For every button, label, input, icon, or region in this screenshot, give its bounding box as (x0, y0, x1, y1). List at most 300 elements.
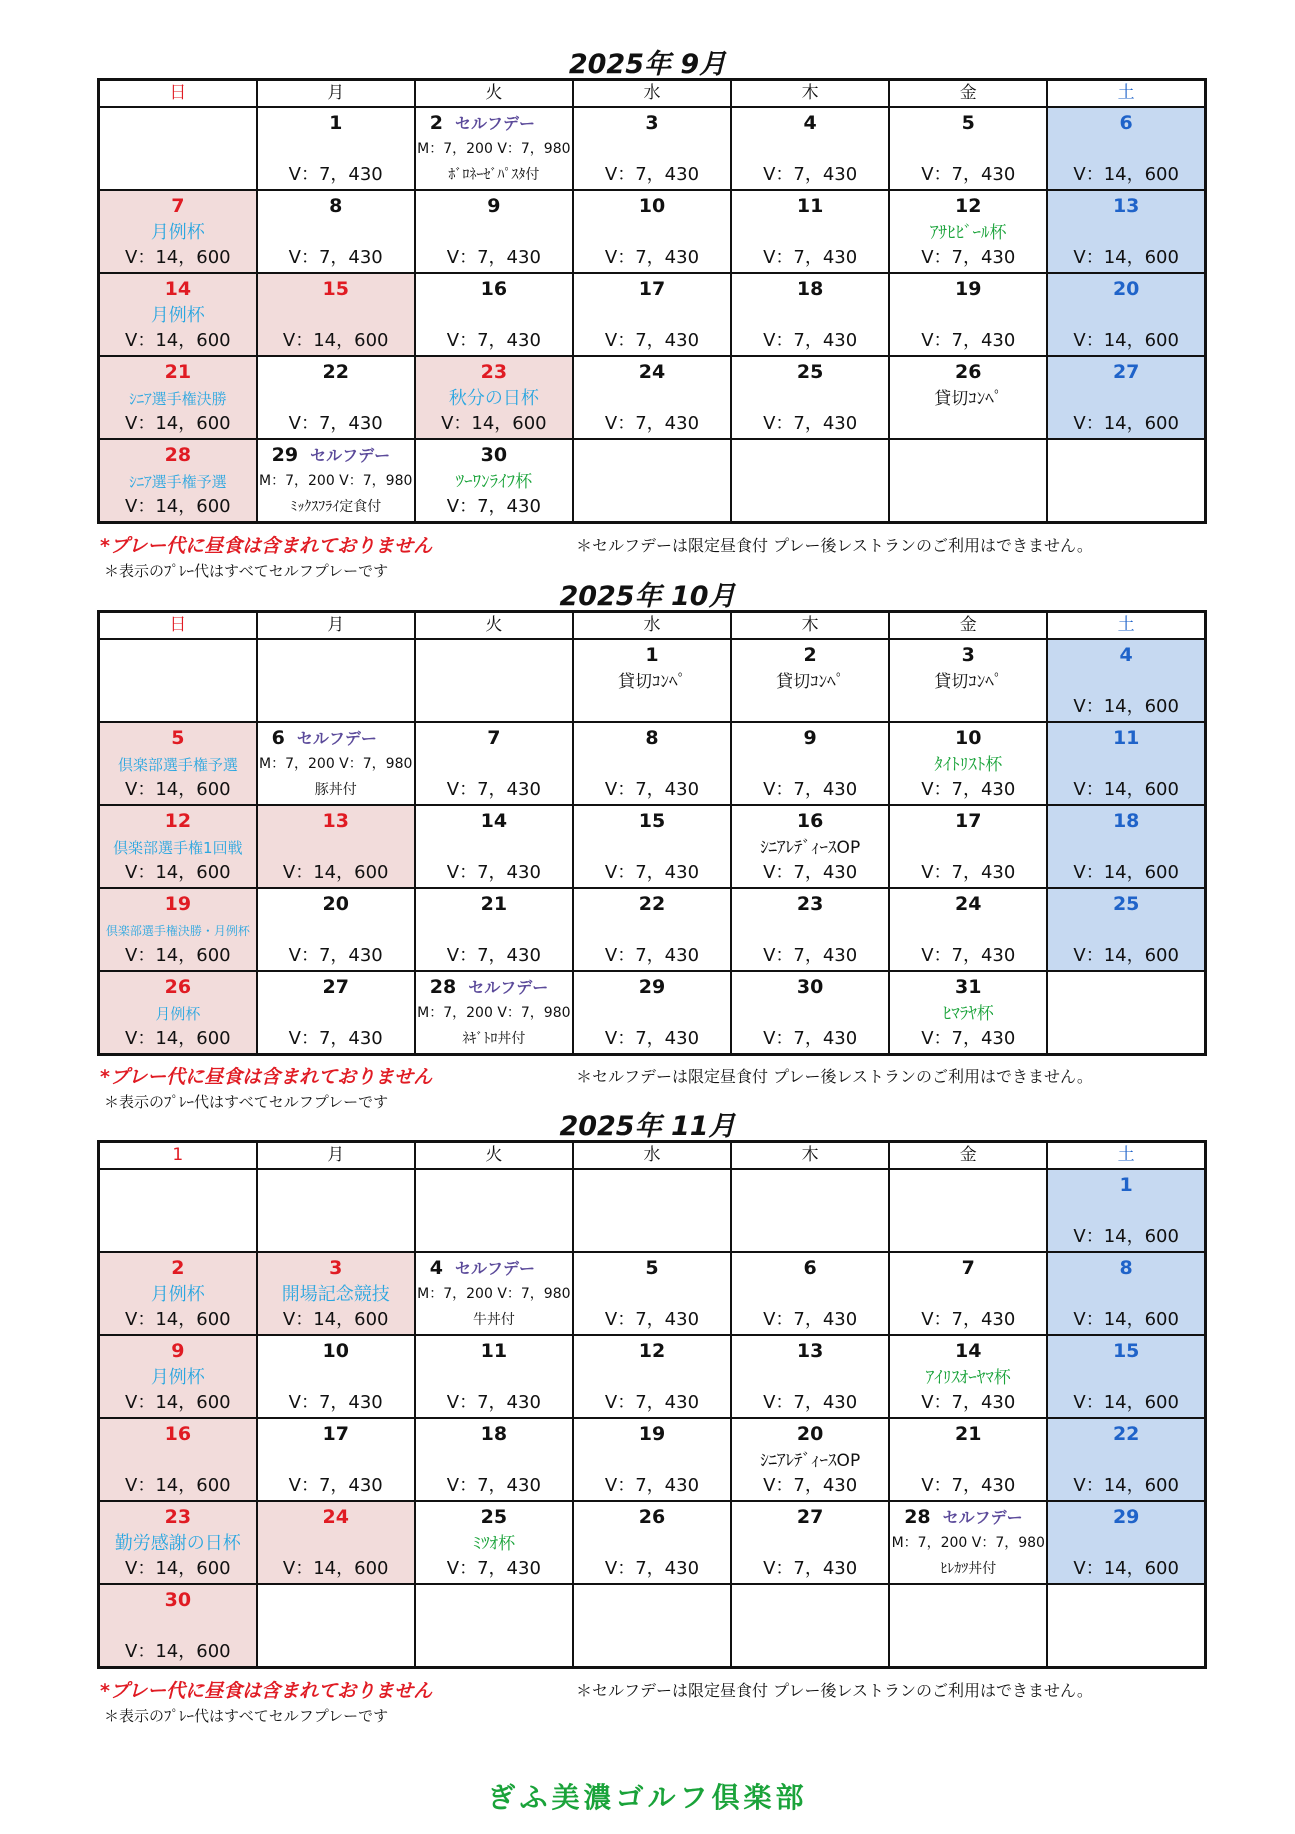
day-cell (889, 1252, 1047, 1335)
day-number (100, 892, 256, 916)
day-number (574, 809, 730, 833)
day-number (1048, 111, 1204, 135)
day-number (890, 360, 1046, 384)
day-number-text: 17 (322, 1423, 349, 1445)
play-price: V：7，430 (288, 1392, 383, 1413)
day-number (574, 277, 730, 301)
weekday-header-row (99, 1142, 1206, 1170)
day-number-text: 9 (487, 195, 501, 217)
day-cell (1047, 888, 1205, 971)
play-price: V：14，600 (441, 413, 547, 434)
day-number (1048, 809, 1204, 833)
day-number (1048, 892, 1204, 916)
play-price: V：7，430 (446, 247, 541, 268)
day-cell (99, 273, 257, 356)
week-row (99, 1418, 1206, 1501)
day-number-text: 19 (164, 893, 192, 915)
play-price: V：7，430 (921, 945, 1016, 966)
day-number-text: 18 (1112, 810, 1140, 832)
play-price: V：7，430 (604, 945, 700, 966)
day-number (258, 1256, 414, 1280)
day-number-text: 25 (480, 1506, 508, 1528)
day-number-text: 28 (904, 1506, 931, 1528)
day-number (100, 726, 256, 750)
event-name: 貸切ｺﾝﾍﾟ (934, 389, 1003, 409)
play-price: V：7，430 (446, 330, 541, 351)
week-row (99, 439, 1206, 523)
day-cell (889, 1335, 1047, 1418)
selfday-label: セルフデー (942, 1508, 1023, 1527)
day-cell (731, 273, 889, 356)
day-number (258, 975, 414, 999)
day-cell (1047, 971, 1205, 1055)
day-cell (257, 107, 415, 190)
selfday-lunch: ﾎﾞﾛﾈｰｾﾞﾊﾟｽﾀ付 (448, 167, 540, 183)
day-number (890, 643, 1046, 667)
play-price: V：7，430 (763, 1392, 858, 1413)
day-number (416, 726, 572, 750)
day-number-text: 30 (796, 976, 824, 998)
day-number-text: 3 (329, 1257, 343, 1279)
day-number-text: 26 (955, 361, 982, 383)
day-number (732, 1422, 888, 1446)
event-name: 秋分の日杯 (448, 388, 539, 409)
day-number (890, 1505, 1046, 1530)
day-cell (99, 1252, 257, 1335)
selfday-prices: M：7，200 V：7，980 (417, 1005, 571, 1021)
play-price: V：7，430 (446, 1558, 541, 1579)
day-cell (889, 1501, 1047, 1584)
day-number-text: 14 (480, 810, 508, 832)
day-cell (99, 439, 257, 523)
day-cell (99, 1169, 257, 1252)
day-cell (415, 273, 573, 356)
selfday-label: セルフデー (310, 446, 391, 465)
day-number (258, 892, 414, 916)
event-name: ﾂｰﾜﾝﾗｲﾌ杯 (455, 472, 533, 492)
play-price: V：7，430 (604, 1309, 700, 1330)
play-price: V：7，430 (763, 164, 858, 185)
play-price: V：7，430 (446, 1392, 541, 1413)
week-row (99, 639, 1206, 722)
day-cell (415, 1501, 573, 1584)
day-cell (573, 888, 731, 971)
day-cell (889, 273, 1047, 356)
play-price: V：14，600 (125, 862, 231, 883)
weekday-header: 月 (257, 1142, 415, 1170)
day-number-text: 31 (955, 976, 982, 998)
day-number (1048, 1505, 1204, 1529)
play-price: V：14，600 (125, 945, 231, 966)
day-cell (99, 1418, 257, 1501)
day-number-text: 23 (796, 893, 824, 915)
day-number (100, 443, 256, 467)
weekday-header: 月 (257, 612, 415, 640)
weekday-header: 金 (889, 1142, 1047, 1170)
week-row (99, 1252, 1206, 1335)
event-name: 勤労感謝の日杯 (114, 1533, 241, 1554)
week-row (99, 1169, 1206, 1252)
day-cell (257, 971, 415, 1055)
day-cell (889, 1584, 1047, 1668)
day-number-text: 8 (1119, 1257, 1133, 1279)
day-number (1048, 277, 1204, 301)
day-number (574, 1505, 730, 1529)
day-cell (257, 639, 415, 722)
day-number (416, 111, 572, 136)
play-price: V：7，430 (763, 779, 858, 800)
event-name: ｼﾆｱﾚﾃﾞｨｰｽOP (760, 838, 861, 858)
day-number (100, 975, 256, 999)
day-number-text: 26 (164, 976, 192, 998)
selfday-label: セルフデー (455, 114, 536, 133)
day-number-text: 7 (487, 727, 501, 749)
day-cell (415, 971, 573, 1055)
day-cell (731, 805, 889, 888)
day-number-text: 14 (955, 1340, 982, 1362)
day-cell (1047, 1335, 1205, 1418)
day-number (732, 1505, 888, 1529)
event-name: 倶楽部選手権1回戦 (113, 839, 243, 857)
play-price: V：7，430 (446, 1475, 541, 1496)
day-number-text: 14 (164, 278, 192, 300)
day-number (1048, 643, 1204, 667)
day-number (258, 277, 414, 301)
weekday-header: 土 (1047, 612, 1205, 640)
day-number-text: 24 (638, 361, 666, 383)
event-name: 月例杯 (150, 222, 205, 243)
play-price: V：7，430 (921, 1475, 1016, 1496)
day-cell (731, 1169, 889, 1252)
week-row (99, 888, 1206, 971)
day-number-text: 5 (645, 1257, 659, 1279)
day-cell (573, 805, 731, 888)
day-number (416, 194, 572, 218)
day-cell (573, 190, 731, 273)
day-cell (257, 1584, 415, 1668)
week-row (99, 1584, 1206, 1668)
day-number (732, 277, 888, 301)
day-cell (731, 356, 889, 439)
selfday-lunch: 牛丼付 (472, 1312, 515, 1328)
play-price: V：7，430 (604, 164, 700, 185)
calendar-table (97, 610, 1207, 1056)
day-number-text: 30 (164, 1589, 192, 1611)
play-price: V：7，430 (921, 247, 1016, 268)
day-cell (415, 190, 573, 273)
play-price: V：7，430 (921, 779, 1016, 800)
day-number-text: 24 (322, 1506, 349, 1528)
day-number (1048, 194, 1204, 218)
day-number (258, 809, 414, 833)
day-number-text: 17 (638, 278, 666, 300)
day-number-text: 25 (796, 361, 824, 383)
event-name: ﾐﾂｵ杯 (472, 1534, 516, 1554)
day-number (890, 277, 1046, 301)
selfday-note: ＊セルフデーは限定昼食付 プレー後レストランのご利用はできません。 (576, 536, 1093, 555)
day-number-text: 11 (1112, 727, 1140, 749)
day-number (890, 1339, 1046, 1363)
weekday-header: 水 (573, 612, 731, 640)
day-number (574, 360, 730, 384)
day-number-text: 19 (638, 1423, 666, 1445)
event-name: ｼﾆｱ選手権予選 (129, 473, 227, 491)
day-cell (415, 805, 573, 888)
day-cell (257, 1335, 415, 1418)
event-name: ｱｻﾋﾋﾞｰﾙ杯 (930, 223, 1007, 243)
day-number-text: 3 (645, 112, 659, 134)
day-number (574, 726, 730, 750)
day-number (732, 892, 888, 916)
day-number-text: 8 (645, 727, 659, 749)
day-number-text: 30 (480, 444, 508, 466)
calendar-table (97, 1140, 1207, 1669)
day-cell (99, 639, 257, 722)
day-number-text: 6 (1119, 112, 1133, 134)
play-price: V：7，430 (763, 1558, 858, 1579)
weekday-header-row (99, 612, 1206, 640)
day-number (100, 194, 256, 218)
selfday-label: セルフデー (468, 978, 549, 997)
play-price: V：7，430 (604, 413, 700, 434)
event-name: 月例杯 (155, 1005, 201, 1023)
play-price: V：14，600 (282, 1309, 389, 1330)
day-cell (573, 1501, 731, 1584)
day-cell (889, 888, 1047, 971)
day-number-text: 13 (1112, 195, 1140, 217)
day-number-text: 16 (480, 278, 508, 300)
event-name: 倶楽部選手権決勝・月例杯 (105, 924, 250, 938)
weekday-header: 金 (889, 612, 1047, 640)
day-number-text: 28 (164, 444, 192, 466)
selfday-prices: M：7，200 V：7，980 (891, 1535, 1045, 1551)
day-number-text: 8 (329, 195, 343, 217)
week-row (99, 805, 1206, 888)
day-number-text: 21 (955, 1423, 982, 1445)
day-cell (889, 805, 1047, 888)
play-price: V：14，600 (1073, 330, 1179, 351)
day-number-text: 2 (171, 1257, 185, 1279)
play-price: V：7，430 (763, 1028, 858, 1049)
day-cell (99, 107, 257, 190)
week-row (99, 273, 1206, 356)
play-price: V：7，430 (921, 1309, 1016, 1330)
day-number (890, 975, 1046, 999)
play-price: V：7，430 (921, 164, 1016, 185)
day-number (416, 277, 572, 301)
day-number (416, 1256, 572, 1281)
day-number-text: 10 (322, 1340, 349, 1362)
play-price: V：14，600 (1073, 1309, 1179, 1330)
play-price: V：7，430 (288, 413, 383, 434)
event-name: ﾀｲﾄﾘｽﾄ杯 (934, 755, 1003, 775)
day-cell (415, 722, 573, 805)
day-cell (257, 1169, 415, 1252)
play-price: V：7，430 (288, 164, 383, 185)
day-cell (415, 639, 573, 722)
day-number (100, 1422, 256, 1446)
day-number (416, 443, 572, 467)
event-name: 貸切ｺﾝﾍﾟ (617, 672, 686, 692)
play-price: V：7，430 (604, 1558, 700, 1579)
day-cell (257, 805, 415, 888)
day-number-text: 4 (1119, 644, 1133, 666)
day-cell (573, 1252, 731, 1335)
play-price: V：7，430 (446, 862, 541, 883)
day-cell (573, 1584, 731, 1668)
weekday-header: 木 (731, 1142, 889, 1170)
day-cell (415, 439, 573, 523)
month-title: 2025年 9月 (568, 49, 727, 80)
day-number-text: 26 (638, 1506, 666, 1528)
day-number (890, 1422, 1046, 1446)
weekday-header: 1 (99, 1142, 257, 1170)
day-number (416, 1339, 572, 1363)
play-price: V：14，600 (1073, 696, 1179, 717)
event-name: ｼﾆｱ選手権決勝 (129, 390, 227, 408)
play-price: V：14，600 (282, 862, 389, 883)
day-cell (1047, 1418, 1205, 1501)
day-number-text: 27 (1112, 361, 1140, 383)
selfday-note: ＊セルフデーは限定昼食付 プレー後レストランのご利用はできません。 (576, 1681, 1093, 1700)
day-number (574, 1256, 730, 1280)
play-price: V：14，600 (125, 1392, 231, 1413)
day-cell (1047, 722, 1205, 805)
play-price: V：7，430 (921, 1392, 1016, 1413)
day-number-text: 4 (803, 112, 817, 134)
week-row (99, 971, 1206, 1055)
play-price: V：7，430 (763, 1475, 858, 1496)
day-number-text: 20 (322, 893, 349, 915)
day-cell (1047, 190, 1205, 273)
day-number-text: 24 (955, 893, 982, 915)
day-number-text: 12 (164, 810, 192, 832)
day-cell (731, 888, 889, 971)
day-number (258, 111, 414, 135)
day-number-text: 27 (796, 1506, 824, 1528)
weekday-header: 日 (99, 80, 257, 108)
day-number (890, 194, 1046, 218)
play-price: V：14，600 (1073, 1475, 1179, 1496)
selfday-label: セルフデー (296, 729, 377, 748)
day-number (100, 1505, 256, 1529)
day-cell (99, 722, 257, 805)
selfday-lunch: ﾋﾚｶﾂ丼付 (940, 1561, 997, 1577)
play-price: V：7，430 (763, 862, 858, 883)
play-price: V：7，430 (446, 496, 541, 517)
day-number (732, 1339, 888, 1363)
day-cell (415, 1335, 573, 1418)
day-number-text: 23 (480, 361, 508, 383)
day-cell (889, 107, 1047, 190)
day-cell (99, 1335, 257, 1418)
day-number-text: 9 (803, 727, 817, 749)
play-price: V：14，600 (125, 779, 231, 800)
day-number (258, 1505, 414, 1529)
day-number (100, 1588, 256, 1612)
day-number (258, 194, 414, 218)
event-name: ｼﾆｱﾚﾃﾞｨｰｽOP (760, 1451, 861, 1471)
day-number (1048, 1256, 1204, 1280)
self-play-note: ＊表示のﾌﾟﾚｰ代はすべてセルフプレーです (104, 1093, 389, 1111)
day-cell (1047, 1501, 1205, 1584)
play-price: V：7，430 (921, 1028, 1016, 1049)
weekday-header: 水 (573, 80, 731, 108)
day-number-text: 21 (164, 361, 192, 383)
day-cell (257, 190, 415, 273)
day-cell (889, 971, 1047, 1055)
play-price: V：7，430 (604, 247, 700, 268)
day-number (1048, 1339, 1204, 1363)
day-cell (731, 1584, 889, 1668)
play-price: V：14，600 (125, 1558, 231, 1579)
day-cell (1047, 1169, 1205, 1252)
week-row (99, 190, 1206, 273)
day-cell (415, 1584, 573, 1668)
day-cell (99, 1501, 257, 1584)
event-name: ｱｲﾘｽｵｰﾔﾏ杯 (925, 1368, 1011, 1388)
day-number (732, 809, 888, 833)
day-cell (731, 1501, 889, 1584)
day-number-text: 12 (955, 195, 982, 217)
play-price: V：7，430 (763, 247, 858, 268)
day-cell (573, 1169, 731, 1252)
day-cell (99, 190, 257, 273)
day-number-text: 10 (955, 727, 982, 749)
day-cell (573, 273, 731, 356)
day-number-text: 4 (429, 1257, 444, 1279)
play-price: V：7，430 (446, 779, 541, 800)
weekday-header: 金 (889, 80, 1047, 108)
day-cell (731, 722, 889, 805)
play-price: V：14，600 (125, 1309, 231, 1330)
day-number-text: 6 (803, 1257, 817, 1279)
play-price: V：7，430 (604, 1028, 700, 1049)
play-price: V：14，600 (1073, 862, 1179, 883)
day-number-text: 22 (1112, 1423, 1140, 1445)
play-price: V：14，600 (125, 1641, 231, 1662)
play-price: V：7，430 (604, 330, 700, 351)
play-price: V：7，430 (288, 247, 383, 268)
day-cell (573, 107, 731, 190)
play-price: V：7，430 (763, 1309, 858, 1330)
play-price: V：14，600 (125, 413, 231, 434)
day-cell (889, 1169, 1047, 1252)
day-number (890, 726, 1046, 750)
play-price: V：14，600 (125, 247, 231, 268)
day-number-text: 3 (961, 644, 975, 666)
day-cell (99, 356, 257, 439)
day-number-text: 29 (271, 444, 299, 466)
day-cell (731, 1335, 889, 1418)
event-name: 月例杯 (150, 1367, 205, 1388)
day-number (1048, 1173, 1204, 1197)
play-price: V：14，600 (1073, 1558, 1179, 1579)
day-number-text: 15 (1112, 1340, 1140, 1362)
selfday-lunch: ﾐｯｸｽﾌﾗｲ定食付 (290, 499, 382, 515)
self-play-note: ＊表示のﾌﾟﾚｰ代はすべてセルフプレーです (104, 562, 389, 580)
day-cell (731, 190, 889, 273)
day-number-text: 13 (322, 810, 349, 832)
day-cell (889, 439, 1047, 523)
day-cell (415, 888, 573, 971)
day-cell (257, 722, 415, 805)
day-cell (99, 888, 257, 971)
day-cell (257, 356, 415, 439)
day-cell (573, 1335, 731, 1418)
day-number (1048, 726, 1204, 750)
play-price: V：7，430 (604, 779, 700, 800)
